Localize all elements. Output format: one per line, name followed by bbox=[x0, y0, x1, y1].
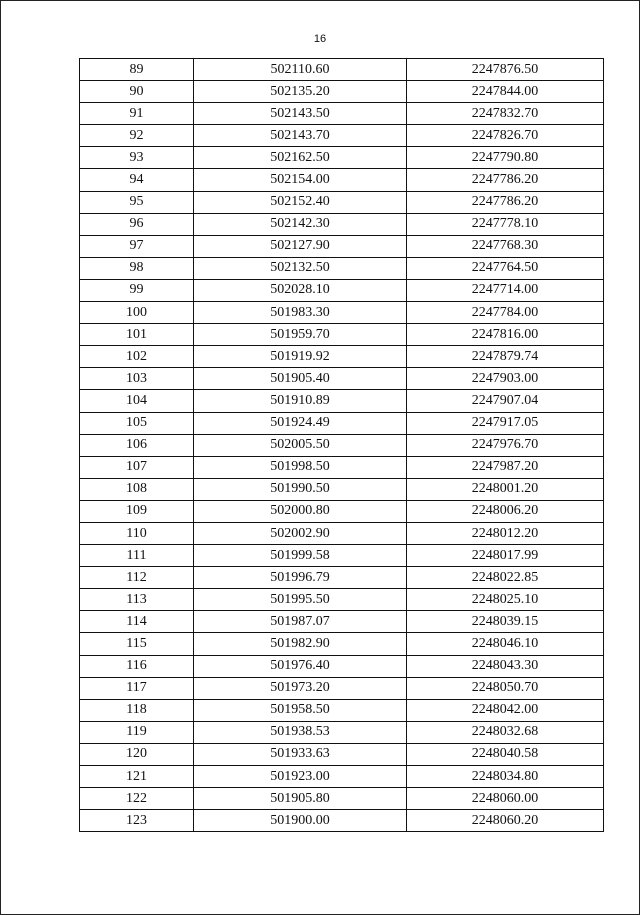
table-row bbox=[80, 788, 604, 810]
point-number-cell: 102 bbox=[80, 346, 194, 368]
x-coordinate-cell: 502154.00 bbox=[194, 169, 407, 191]
x-coordinate-cell: 501933.63 bbox=[194, 743, 407, 765]
y-coordinate-cell: 2247790.80 bbox=[407, 147, 604, 169]
x-coordinate-cell: 501905.40 bbox=[194, 368, 407, 390]
table-row bbox=[80, 478, 604, 500]
x-coordinate-cell: 501990.50 bbox=[194, 478, 407, 500]
y-coordinate-cell: 2247764.50 bbox=[407, 257, 604, 279]
table-row bbox=[80, 567, 604, 589]
x-coordinate-cell: 501982.90 bbox=[194, 633, 407, 655]
y-coordinate-cell: 2247786.20 bbox=[407, 191, 604, 213]
y-coordinate-cell: 2247768.30 bbox=[407, 235, 604, 257]
x-coordinate-cell: 502110.60 bbox=[194, 59, 407, 81]
x-coordinate-cell: 501983.30 bbox=[194, 302, 407, 324]
x-coordinate-cell: 501910.89 bbox=[194, 390, 407, 412]
page-number: 16 bbox=[313, 33, 327, 45]
x-coordinate-cell: 502143.70 bbox=[194, 125, 407, 147]
table-row bbox=[80, 522, 604, 544]
table-row bbox=[80, 324, 604, 346]
table-row bbox=[80, 810, 604, 832]
y-coordinate-cell: 2248046.10 bbox=[407, 633, 604, 655]
table-row bbox=[80, 59, 604, 81]
point-number-cell: 91 bbox=[80, 103, 194, 125]
point-number-cell: 101 bbox=[80, 324, 194, 346]
table-row bbox=[80, 169, 604, 191]
y-coordinate-cell: 2248042.00 bbox=[407, 699, 604, 721]
y-coordinate-cell: 2247784.00 bbox=[407, 302, 604, 324]
point-number-cell: 96 bbox=[80, 213, 194, 235]
point-number-cell: 123 bbox=[80, 810, 194, 832]
x-coordinate-cell: 501958.50 bbox=[194, 699, 407, 721]
x-coordinate-cell: 501938.53 bbox=[194, 721, 407, 743]
table-row bbox=[80, 633, 604, 655]
point-number-cell: 98 bbox=[80, 257, 194, 279]
y-coordinate-cell: 2248060.00 bbox=[407, 788, 604, 810]
y-coordinate-cell: 2247976.70 bbox=[407, 434, 604, 456]
point-number-cell: 99 bbox=[80, 279, 194, 301]
point-number-cell: 103 bbox=[80, 368, 194, 390]
point-number-cell: 112 bbox=[80, 567, 194, 589]
table-row bbox=[80, 147, 604, 169]
point-number-cell: 114 bbox=[80, 611, 194, 633]
x-coordinate-cell: 502127.90 bbox=[194, 235, 407, 257]
y-coordinate-cell: 2247786.20 bbox=[407, 169, 604, 191]
table-row bbox=[80, 279, 604, 301]
table-row bbox=[80, 545, 604, 567]
point-number-cell: 104 bbox=[80, 390, 194, 412]
y-coordinate-cell: 2248050.70 bbox=[407, 677, 604, 699]
point-number-cell: 118 bbox=[80, 699, 194, 721]
y-coordinate-cell: 2248040.58 bbox=[407, 743, 604, 765]
y-coordinate-cell: 2248043.30 bbox=[407, 655, 604, 677]
table-row bbox=[80, 677, 604, 699]
point-number-cell: 97 bbox=[80, 235, 194, 257]
coordinate-table bbox=[79, 58, 604, 832]
x-coordinate-cell: 501923.00 bbox=[194, 766, 407, 788]
x-coordinate-cell: 501995.50 bbox=[194, 589, 407, 611]
y-coordinate-cell: 2247879.74 bbox=[407, 346, 604, 368]
table-row bbox=[80, 500, 604, 522]
y-coordinate-cell: 2248034.80 bbox=[407, 766, 604, 788]
x-coordinate-cell: 502162.50 bbox=[194, 147, 407, 169]
x-coordinate-cell: 502000.80 bbox=[194, 500, 407, 522]
x-coordinate-cell: 501905.80 bbox=[194, 788, 407, 810]
y-coordinate-cell: 2248022.85 bbox=[407, 567, 604, 589]
table-row bbox=[80, 721, 604, 743]
x-coordinate-cell: 501959.70 bbox=[194, 324, 407, 346]
y-coordinate-cell: 2247832.70 bbox=[407, 103, 604, 125]
point-number-cell: 107 bbox=[80, 456, 194, 478]
y-coordinate-cell: 2247778.10 bbox=[407, 213, 604, 235]
table-row bbox=[80, 743, 604, 765]
x-coordinate-cell: 501924.49 bbox=[194, 412, 407, 434]
y-coordinate-cell: 2247987.20 bbox=[407, 456, 604, 478]
point-number-cell: 89 bbox=[80, 59, 194, 81]
coordinate-table-body bbox=[80, 59, 604, 832]
point-number-cell: 119 bbox=[80, 721, 194, 743]
point-number-cell: 110 bbox=[80, 522, 194, 544]
point-number-cell: 121 bbox=[80, 766, 194, 788]
table-row bbox=[80, 346, 604, 368]
x-coordinate-cell: 501998.50 bbox=[194, 456, 407, 478]
y-coordinate-cell: 2247917.05 bbox=[407, 412, 604, 434]
point-number-cell: 93 bbox=[80, 147, 194, 169]
y-coordinate-cell: 2248001.20 bbox=[407, 478, 604, 500]
y-coordinate-cell: 2248017.99 bbox=[407, 545, 604, 567]
table-row bbox=[80, 235, 604, 257]
y-coordinate-cell: 2248032.68 bbox=[407, 721, 604, 743]
point-number-cell: 106 bbox=[80, 434, 194, 456]
table-row bbox=[80, 589, 604, 611]
point-number-cell: 116 bbox=[80, 655, 194, 677]
point-number-cell: 109 bbox=[80, 500, 194, 522]
x-coordinate-cell: 502152.40 bbox=[194, 191, 407, 213]
point-number-cell: 117 bbox=[80, 677, 194, 699]
y-coordinate-cell: 2247903.00 bbox=[407, 368, 604, 390]
x-coordinate-cell: 502005.50 bbox=[194, 434, 407, 456]
point-number-cell: 113 bbox=[80, 589, 194, 611]
point-number-cell: 92 bbox=[80, 125, 194, 147]
table-row bbox=[80, 257, 604, 279]
y-coordinate-cell: 2248006.20 bbox=[407, 500, 604, 522]
table-row bbox=[80, 368, 604, 390]
y-coordinate-cell: 2247876.50 bbox=[407, 59, 604, 81]
y-coordinate-cell: 2248025.10 bbox=[407, 589, 604, 611]
table-row bbox=[80, 390, 604, 412]
table-row bbox=[80, 611, 604, 633]
point-number-cell: 115 bbox=[80, 633, 194, 655]
table-row bbox=[80, 699, 604, 721]
x-coordinate-cell: 501919.92 bbox=[194, 346, 407, 368]
table-row bbox=[80, 125, 604, 147]
x-coordinate-cell: 502142.30 bbox=[194, 213, 407, 235]
table-row bbox=[80, 191, 604, 213]
x-coordinate-cell: 502135.20 bbox=[194, 81, 407, 103]
x-coordinate-cell: 502002.90 bbox=[194, 522, 407, 544]
y-coordinate-cell: 2248060.20 bbox=[407, 810, 604, 832]
table-row bbox=[80, 213, 604, 235]
y-coordinate-cell: 2248039.15 bbox=[407, 611, 604, 633]
x-coordinate-cell: 502028.10 bbox=[194, 279, 407, 301]
x-coordinate-cell: 501987.07 bbox=[194, 611, 407, 633]
x-coordinate-cell: 502132.50 bbox=[194, 257, 407, 279]
y-coordinate-cell: 2247826.70 bbox=[407, 125, 604, 147]
point-number-cell: 100 bbox=[80, 302, 194, 324]
table-row bbox=[80, 81, 604, 103]
y-coordinate-cell: 2247816.00 bbox=[407, 324, 604, 346]
x-coordinate-cell: 501996.79 bbox=[194, 567, 407, 589]
x-coordinate-cell: 501976.40 bbox=[194, 655, 407, 677]
table-row bbox=[80, 412, 604, 434]
table-row bbox=[80, 766, 604, 788]
point-number-cell: 94 bbox=[80, 169, 194, 191]
table-row bbox=[80, 434, 604, 456]
table-row bbox=[80, 302, 604, 324]
x-coordinate-cell: 501999.58 bbox=[194, 545, 407, 567]
x-coordinate-cell: 502143.50 bbox=[194, 103, 407, 125]
x-coordinate-cell: 501900.00 bbox=[194, 810, 407, 832]
y-coordinate-cell: 2247714.00 bbox=[407, 279, 604, 301]
point-number-cell: 111 bbox=[80, 545, 194, 567]
point-number-cell: 120 bbox=[80, 743, 194, 765]
y-coordinate-cell: 2247907.04 bbox=[407, 390, 604, 412]
table-row bbox=[80, 456, 604, 478]
point-number-cell: 122 bbox=[80, 788, 194, 810]
x-coordinate-cell: 501973.20 bbox=[194, 677, 407, 699]
point-number-cell: 90 bbox=[80, 81, 194, 103]
table-row bbox=[80, 655, 604, 677]
point-number-cell: 108 bbox=[80, 478, 194, 500]
point-number-cell: 105 bbox=[80, 412, 194, 434]
y-coordinate-cell: 2248012.20 bbox=[407, 522, 604, 544]
y-coordinate-cell: 2247844.00 bbox=[407, 81, 604, 103]
table-row bbox=[80, 103, 604, 125]
point-number-cell: 95 bbox=[80, 191, 194, 213]
